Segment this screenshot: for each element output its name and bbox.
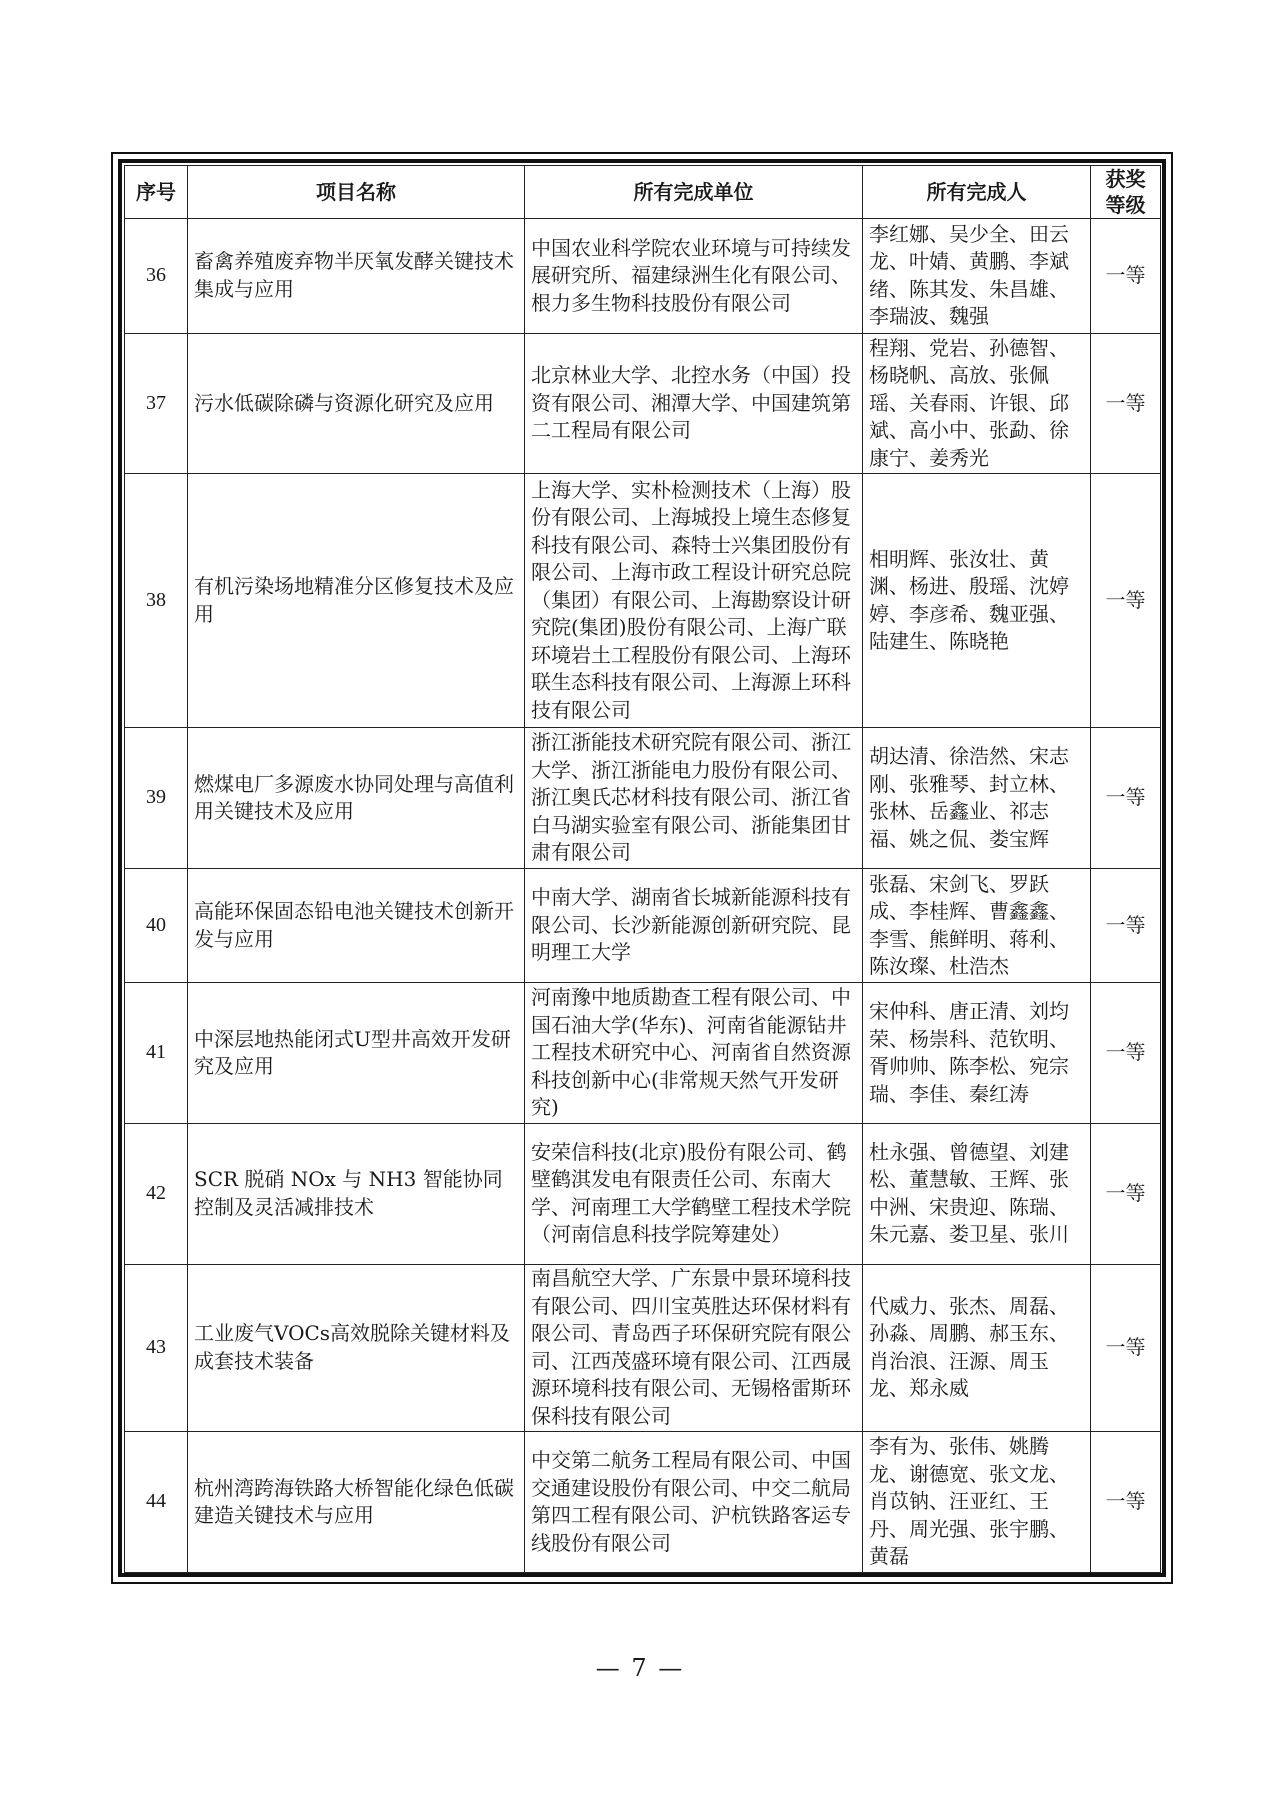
cell-seq: 37 <box>125 333 188 474</box>
cell-people: 胡达清、徐浩然、宋志刚、张雅琴、封立林、张林、岳鑫业、祁志福、姚之侃、娄宝辉 <box>863 728 1091 869</box>
cell-project: 杭州湾跨海铁路大桥智能化绿色低碳建造关键技术与应用 <box>188 1432 525 1573</box>
cell-people: 代威力、张杰、周磊、孙淼、周鹏、郝玉东、肖治浪、汪源、周玉龙、郑永威 <box>863 1264 1091 1432</box>
header-project: 项目名称 <box>188 166 525 219</box>
cell-people: 杜永强、曾德望、刘建松、董慧敏、王辉、张中洲、宋贵迎、陈瑞、朱元嘉、娄卫星、张川 <box>863 1123 1091 1264</box>
cell-grade: 一等 <box>1091 474 1161 728</box>
cell-units: 中交第二航务工程局有限公司、中国交通建设股份有限公司、中交二航局第四工程有限公司、沪杭铁路客运专线股份有限公司 <box>525 1432 863 1573</box>
cell-seq: 36 <box>125 219 188 334</box>
cell-units: 北京林业大学、北控水务（中国）投资有限公司、湘潭大学、中国建筑第二工程局有限公司 <box>525 333 863 474</box>
table-row <box>125 868 1161 983</box>
table-row <box>125 474 1161 728</box>
cell-people: 程翔、党岩、孙德智、杨晓帆、高放、张佩瑶、关春雨、许银、邱斌、高小中、张勐、徐康宁、姜秀光 <box>863 333 1091 474</box>
header-seq: 序号 <box>125 166 188 219</box>
cell-people: 李红娜、吴少全、田云龙、叶婧、黄鹏、李斌绪、陈其发、朱昌雄、李瑞波、魏强 <box>863 219 1091 334</box>
cell-grade: 一等 <box>1091 1432 1161 1573</box>
table-row <box>125 728 1161 869</box>
cell-seq: 41 <box>125 983 188 1124</box>
table-row <box>125 219 1161 334</box>
cell-grade: 一等 <box>1091 219 1161 334</box>
cell-units: 南昌航空大学、广东景中景环境科技有限公司、四川宝英胜达环保材料有限公司、青岛西子环保研究院有限公司、江西茂盛环境有限公司、江西晟源环境科技有限公司、无锡格雷斯环保科技有限公司 <box>525 1264 863 1432</box>
cell-seq: 38 <box>125 474 188 728</box>
cell-seq: 40 <box>125 868 188 983</box>
table-frame-inner <box>118 159 1166 1577</box>
cell-project: SCR 脱硝 NOx 与 NH3 智能协同控制及灵活减排技术 <box>188 1123 525 1264</box>
cell-people: 李有为、张伟、姚腾龙、谢德宽、张文龙、肖苡钠、汪亚红、王丹、周光强、张宇鹏、黄磊 <box>863 1432 1091 1573</box>
header-grade: 获奖等级 <box>1091 166 1161 219</box>
cell-units: 浙江浙能技术研究院有限公司、浙江大学、浙江浙能电力股份有限公司、浙江奥氏芯材科技有限公司、浙江省白马湖实验室有限公司、浙能集团甘肃有限公司 <box>525 728 863 869</box>
table-row <box>125 1264 1161 1432</box>
table-header-row <box>125 166 1161 219</box>
cell-project: 工业废气VOCs高效脱除关键材料及成套技术装备 <box>188 1264 525 1432</box>
table-row <box>125 333 1161 474</box>
cell-project: 中深层地热能闭式U型井高效开发研究及应用 <box>188 983 525 1124</box>
cell-project: 污水低碳除磷与资源化研究及应用 <box>188 333 525 474</box>
cell-units: 安荣信科技(北京)股份有限公司、鹤壁鹤淇发电有限责任公司、东南大学、河南理工大学鹤壁工程技术学院（河南信息科技学院筹建处） <box>525 1123 863 1264</box>
cell-project: 畜禽养殖废弃物半厌氧发酵关键技术集成与应用 <box>188 219 525 334</box>
cell-project: 燃煤电厂多源废水协同处理与高值利用关键技术及应用 <box>188 728 525 869</box>
cell-grade: 一等 <box>1091 983 1161 1124</box>
cell-seq: 39 <box>125 728 188 869</box>
table-row <box>125 1432 1161 1573</box>
cell-grade: 一等 <box>1091 1123 1161 1264</box>
cell-units: 上海大学、实朴检测技术（上海）股份有限公司、上海城投上境生态修复科技有限公司、森特士兴集团股份有限公司、上海市政工程设计研究总院（集团）有限公司、上海勘察设计研究院(集团)股份有限公司、上海广联环境岩土工程股份有限公司、上海环联生态科技有限公司、上海源上环科技有限公司 <box>525 474 863 728</box>
cell-people: 宋仲科、唐正清、刘均荣、杨崇科、范钦明、胥帅帅、陈李松、宛宗瑞、李佳、秦红涛 <box>863 983 1091 1124</box>
page-number: — 7 — <box>595 1654 685 1682</box>
cell-units: 河南豫中地质勘查工程有限公司、中国石油大学(华东)、河南省能源钻井工程技术研究中心、河南省自然资源科技创新中心(非常规天然气开发研究) <box>525 983 863 1124</box>
cell-seq: 42 <box>125 1123 188 1264</box>
header-units: 所有完成单位 <box>525 166 863 219</box>
cell-grade: 一等 <box>1091 1264 1161 1432</box>
header-people: 所有完成人 <box>863 166 1091 219</box>
table-row <box>125 1123 1161 1264</box>
cell-seq: 43 <box>125 1264 188 1432</box>
cell-units: 中南大学、湖南省长城新能源科技有限公司、长沙新能源创新研究院、昆明理工大学 <box>525 868 863 983</box>
cell-people: 张磊、宋剑飞、罗跃成、李桂辉、曹鑫鑫、李雪、熊鲜明、蒋利、陈汝璨、杜浩杰 <box>863 868 1091 983</box>
award-table <box>124 165 1161 1573</box>
table-frame <box>111 152 1173 1584</box>
cell-grade: 一等 <box>1091 868 1161 983</box>
cell-grade: 一等 <box>1091 728 1161 869</box>
cell-units: 中国农业科学院农业环境与可持续发展研究所、福建绿洲生化有限公司、根力多生物科技股份有限公司 <box>525 219 863 334</box>
cell-grade: 一等 <box>1091 333 1161 474</box>
cell-seq: 44 <box>125 1432 188 1573</box>
cell-project: 高能环保固态铅电池关键技术创新开发与应用 <box>188 868 525 983</box>
table-row <box>125 983 1161 1124</box>
cell-project: 有机污染场地精准分区修复技术及应用 <box>188 474 525 728</box>
cell-people: 相明辉、张汝壮、黄渊、杨进、殷瑶、沈婷婷、李彦希、魏亚强、陆建生、陈晓艳 <box>863 474 1091 728</box>
table-body <box>125 219 1161 1573</box>
